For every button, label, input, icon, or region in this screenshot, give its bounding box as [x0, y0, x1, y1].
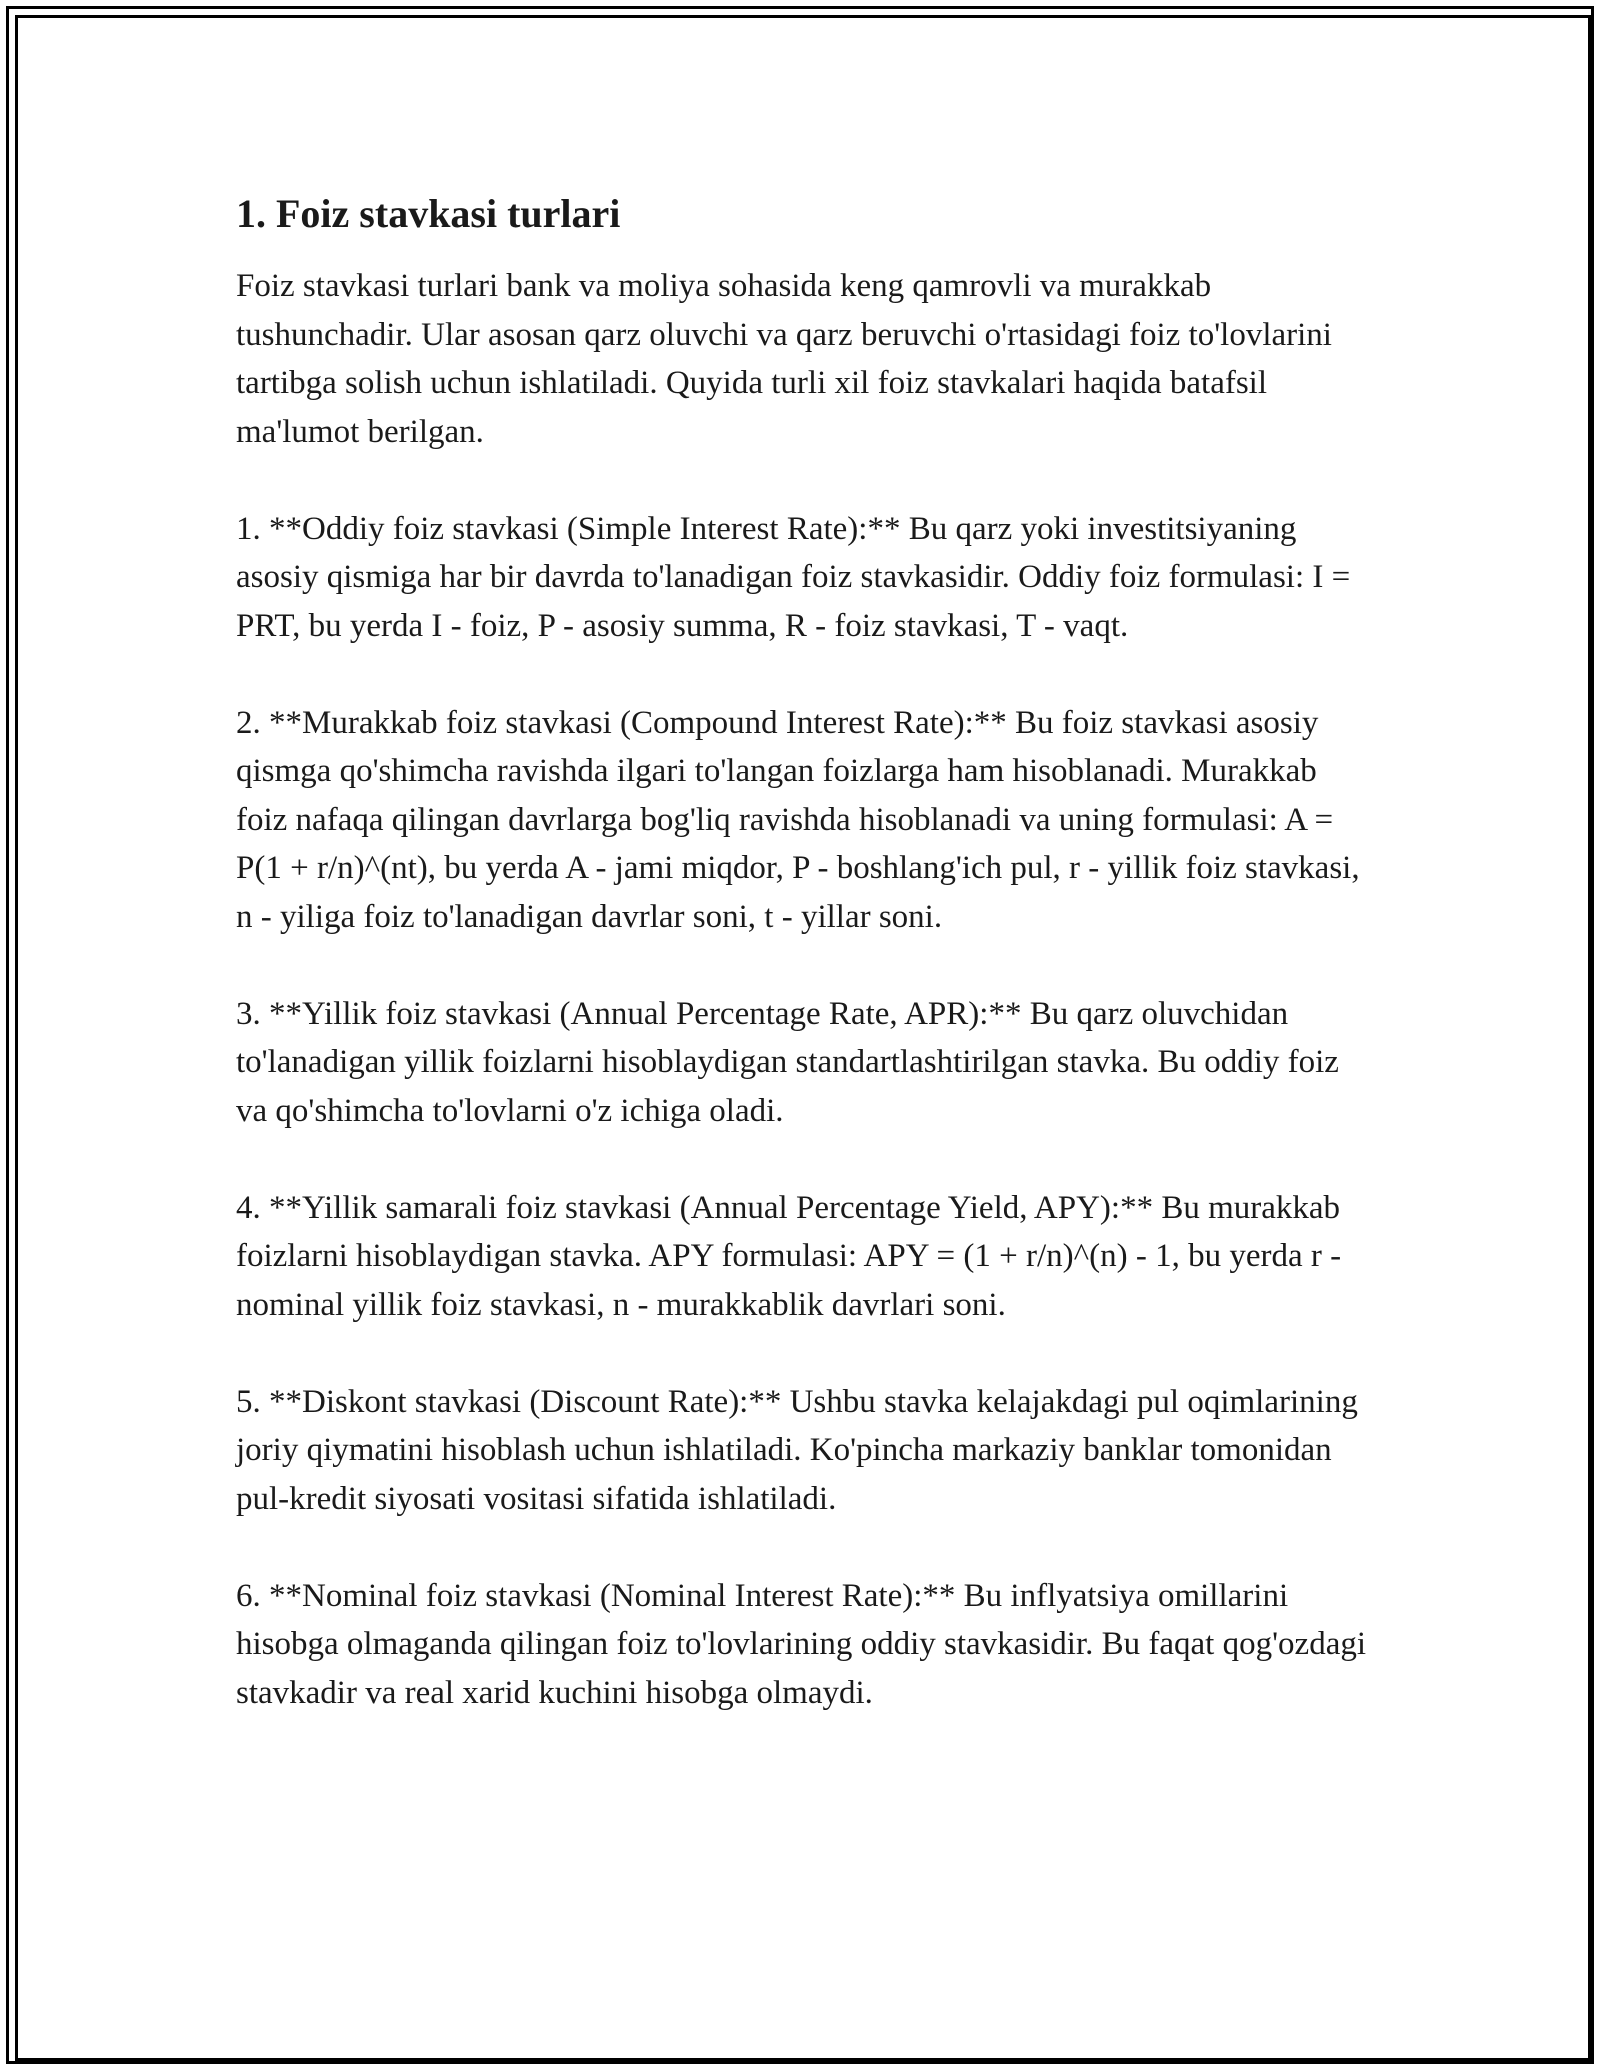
list-item-simple-interest: 1. **Oddiy foiz stavkasi (Simple Interest Rate):** Bu qarz yoki investitsiyaning asosiy qismiga har bir davrda to'lanadigan foiz stavkasidir. Oddiy foiz formulasi: I = PRT, bu yerda I - foiz, P - asosiy summa, R - foiz stavkasi, T - vaqt. [236, 510, 1351, 644]
intro-paragraph: Foiz stavkasi turlari bank va moliya sohasida keng qamrovli va murakkab tushunchadir. Ular asosan qarz oluvchi va qarz beruvchi o'rtasidagi foiz to'lovlarini tartibga solish uchun ishlatiladi. Quyida turli xil foiz stavkalari haqida batafsil ma'lumot berilgan. [236, 268, 1332, 450]
list-item-apy: 4. **Yillik samarali foiz stavkasi (Annual Percentage Yield, APY):** Bu murakkab foizlarni hisoblaydigan stavka. APY formulasi: APY = (1 + r/n)^(n) - 1, bu yerda r - nominal yillik foiz stavkasi, n - murakkablik davrlari soni. [236, 1189, 1342, 1323]
document-body [236, 186, 1376, 1766]
section-heading: 1. Foiz stavkasi turlari [236, 191, 621, 236]
list-item-discount-rate: 5. **Diskont stavkasi (Discount Rate):** Ushbu stavka kelajakdagi pul oqimlarining joriy qiymatini hisoblash uchun ishlatiladi. Ko'pincha markaziy banklar tomonidan pul-kredit siyosati vositasi sifatida ishlatiladi. [236, 1383, 1358, 1517]
list-item-apr: 3. **Yillik foiz stavkasi (Annual Percentage Rate, APR):** Bu qarz oluvchidan to'lanadigan yillik foizlarni hisoblaydigan standartlashtirilgan stavka. Bu oddiy foiz va qo'shimcha to'lovlarni o'z ichiga oladi. [236, 995, 1339, 1129]
list-item-compound-interest: 2. **Murakkab foiz stavkasi (Compound Interest Rate):** Bu foiz stavkasi asosiy qismga qo'shimcha ravishda ilgari to'langan foizlarga ham hisoblanadi. Murakkab foiz nafaqa qilingan davrlarga bog'liq ravishda hisoblanadi va uning formulasi: A = P(1 + r/n)^(nt), bu yerda A - jami miqdor, P - boshlang'ich pul, r - yillik foiz stavkasi, n - yiliga foiz to'lanadigan davrlar soni, t - yillar soni. [236, 704, 1360, 935]
list-item-nominal-rate: 6. **Nominal foiz stavkasi (Nominal Interest Rate):** Bu inflyatsiya omillarini hisobga olmaganda qilingan foiz to'lovlarining oddiy stavkasidir. Bu faqat qog'ozdagi stavkadir va real xarid kuchini hisobga olmaydi. [236, 1577, 1367, 1711]
